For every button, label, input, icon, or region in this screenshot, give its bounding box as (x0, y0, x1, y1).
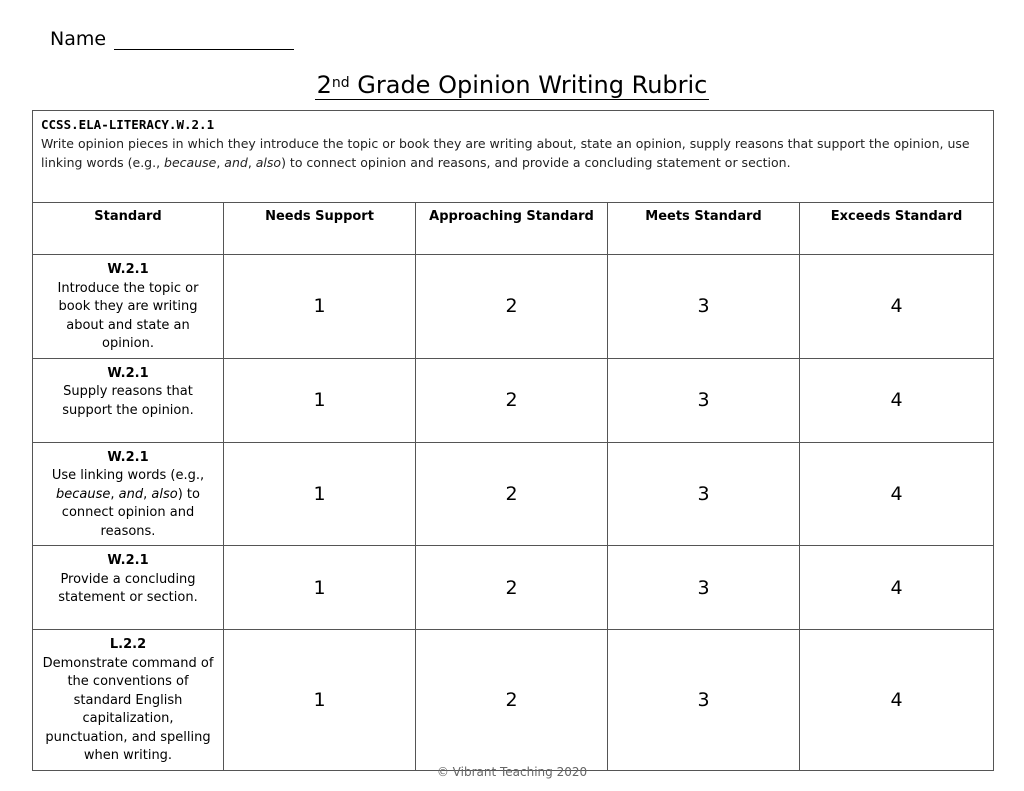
score-needs-support[interactable]: 1 (224, 442, 416, 546)
score-approaching[interactable]: 2 (416, 358, 608, 442)
title-text: Grade Opinion Writing Rubric (349, 71, 708, 99)
score-meets[interactable]: 3 (608, 358, 800, 442)
column-header: Meets Standard (608, 203, 800, 255)
score-meets[interactable]: 3 (608, 630, 800, 771)
row-standard-desc: Introduce the topic or book they are writing about and state an opinion. (57, 280, 199, 351)
score-needs-support[interactable]: 1 (224, 255, 416, 359)
row-standard-code: W.2.1 (107, 449, 149, 465)
title-grade-number: 2 (316, 71, 332, 99)
name-field (50, 28, 294, 50)
score-exceeds[interactable]: 4 (800, 546, 994, 630)
score-meets[interactable]: 3 (608, 442, 800, 546)
table-row (33, 358, 994, 442)
header-row (33, 203, 994, 255)
standard-cell (33, 546, 224, 630)
row-standard-code: W.2.1 (107, 262, 149, 277)
row-standard-code: W.2.1 (107, 365, 149, 381)
row-standard-desc: Provide a concluding statement or section. (58, 571, 198, 605)
table-row (33, 255, 994, 359)
row-standard-desc: Supply reasons that support the opinion. (62, 384, 194, 418)
column-header: Standard (33, 203, 224, 255)
standard-code: CCSS.ELA-LITERACY.W.2.1 (41, 117, 215, 132)
row-standard-code: W.2.1 (107, 553, 149, 568)
score-approaching[interactable]: 2 (416, 442, 608, 546)
score-exceeds[interactable]: 4 (800, 255, 994, 359)
score-approaching[interactable]: 2 (416, 546, 608, 630)
title-grade-suffix: nd (331, 75, 350, 91)
row-standard-desc: Use linking words (e.g., because, and, also) to connect opinion and reasons. (51, 468, 205, 539)
score-exceeds[interactable]: 4 (800, 358, 994, 442)
page-title (0, 70, 1024, 100)
score-approaching[interactable]: 2 (416, 630, 608, 771)
standard-cell (33, 358, 224, 442)
name-blank-line[interactable] (114, 29, 294, 50)
score-exceeds[interactable]: 4 (800, 630, 994, 771)
column-header: Needs Support (224, 203, 416, 255)
standard-text: Write opinion pieces in which they introduce the topic or book they are writing about, state an opinion, supply reasons that support the opinion, use linking words (e.g., because, and, also) to connect opinion and reasons, and provide a concluding statement or section. (41, 136, 970, 170)
score-meets[interactable]: 3 (608, 546, 800, 630)
row-standard-code: L.2.2 (109, 637, 147, 652)
score-needs-support[interactable]: 1 (224, 358, 416, 442)
column-header: Approaching Standard (416, 203, 608, 255)
score-exceeds[interactable]: 4 (800, 442, 994, 546)
score-meets[interactable]: 3 (608, 255, 800, 359)
table-row (33, 630, 994, 771)
table-row (33, 546, 994, 630)
standard-description (33, 111, 994, 203)
score-approaching[interactable]: 2 (416, 255, 608, 359)
standard-cell (33, 255, 224, 359)
rubric-table (32, 110, 994, 771)
standard-cell (33, 630, 224, 771)
column-header: Exceeds Standard (800, 203, 994, 255)
score-needs-support[interactable]: 1 (224, 630, 416, 771)
row-standard-desc: Demonstrate command of the conventions of standard English capitalization, punctuation, and spelling when writing. (42, 655, 214, 763)
score-needs-support[interactable]: 1 (224, 546, 416, 630)
table-row (33, 442, 994, 546)
name-label: Name (50, 28, 107, 50)
standard-cell (33, 442, 224, 546)
copyright-footer: © Vibrant Teaching 2020 (436, 765, 588, 779)
